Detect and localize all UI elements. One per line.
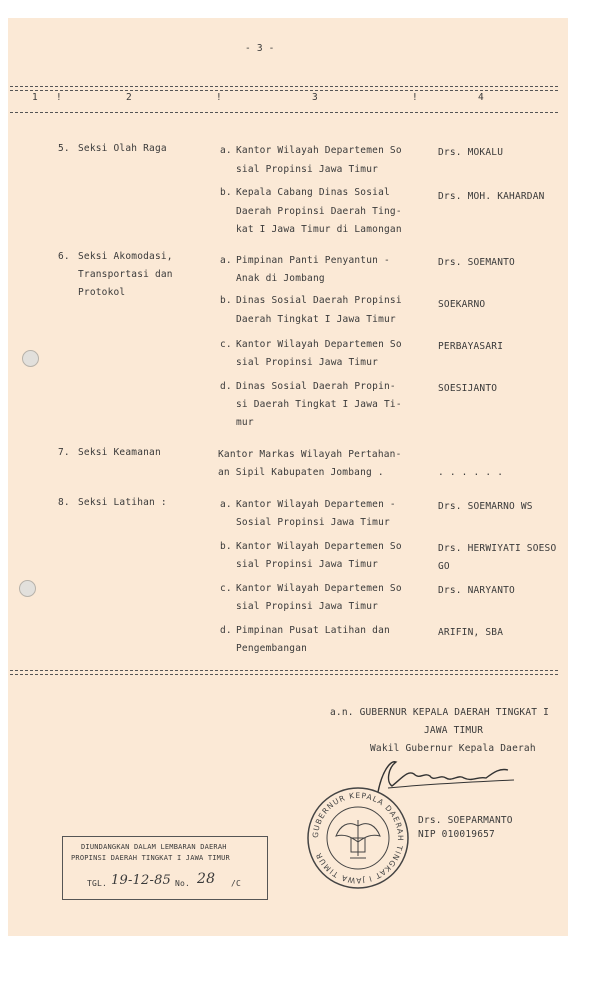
header-col-2: 2 <box>126 92 132 103</box>
item-marker: d. <box>220 381 232 392</box>
header-col-3: 3 <box>312 92 318 103</box>
item-text-line: Kantor Wilayah Departemen - <box>236 499 396 510</box>
item-marker: a. <box>220 145 232 156</box>
section-8-name: Seksi Latihan : <box>78 497 167 508</box>
item-person: SOESIJANTO <box>438 383 498 394</box>
item-text-line: Kantor Wilayah Departemen So <box>236 339 402 350</box>
item-text-line: Pimpinan Pusat Latihan dan <box>236 625 390 636</box>
item-text-line: sial Propinsi Jawa Timur <box>236 357 379 368</box>
table-top-rule-double <box>10 90 558 91</box>
item-person: Drs. SOEMANTO <box>438 257 515 268</box>
item-text-line: mur <box>236 417 254 428</box>
item-text-line: Anak di Jombang <box>236 273 325 284</box>
registration-stamp <box>62 836 268 900</box>
signatory-name: Drs. SOEPARMANTO <box>418 815 513 826</box>
item-person: Drs. HERWIYATI SOESO <box>438 543 557 554</box>
item-person: ARIFIN, SBA <box>438 627 504 638</box>
item-marker: c. <box>220 583 232 594</box>
table-bottom-rule <box>10 670 558 671</box>
item-text-line: Pengembangan <box>236 643 308 654</box>
stamp-date-label: TGL. <box>87 879 108 888</box>
page-number: - 3 - <box>245 43 275 54</box>
signature-line-1: a.n. GUBERNUR KEPALA DAERAH TINGKAT I <box>330 707 550 718</box>
seal-text: GUBERNUR KEPALA DAERAH TINGKAT I JAWA TIMUR <box>310 790 406 886</box>
header-sep-3: ! <box>412 92 418 103</box>
item-text-line: Kepala Cabang Dinas Sosial <box>236 187 390 198</box>
punch-hole-top <box>22 350 39 367</box>
item-marker: b. <box>220 541 232 552</box>
stamp-no-label: No. <box>175 879 191 888</box>
signature-line-3: Wakil Gubernur Kepala Daerah <box>370 743 536 754</box>
header-sep-1: ! <box>56 92 62 103</box>
stamp-date: 19-12-85 <box>111 873 172 888</box>
item-person: GO <box>438 561 450 572</box>
header-sep-2: ! <box>216 92 222 103</box>
item-person: Drs. NARYANTO <box>438 585 515 596</box>
item-marker: d. <box>220 625 232 636</box>
stamp-number: 28 <box>197 871 216 887</box>
item-text-line: Sosial Propinsi Jawa Timur <box>236 517 390 528</box>
item-text-line: Kantor Wilayah Departemen So <box>236 541 402 552</box>
item-text-line: sial Propinsi Jawa Timur <box>236 601 379 612</box>
section-8-number: 8. <box>58 497 70 508</box>
section-6-number: 6. <box>58 251 70 262</box>
official-seal <box>306 786 410 890</box>
item-person: SOEKARNO <box>438 299 486 310</box>
item-person: . . . . . . <box>438 467 504 478</box>
item-text-line: Dinas Sosial Daerah Propin- <box>236 381 396 392</box>
section-6-name: Seksi Akomodasi, <box>78 251 173 262</box>
stamp-line-2: PROPINSI DAERAH TINGKAT I JAWA TIMUR <box>71 854 230 862</box>
section-5-number: 5. <box>58 143 70 154</box>
section-6-name-line3: Protokol <box>78 287 126 298</box>
item-text-line: kat I Jawa Timur di Lamongan <box>236 224 402 235</box>
item-person: PERBAYASARI <box>438 341 504 352</box>
item-marker: b. <box>220 295 232 306</box>
section-6-name-line2: Transportasi dan <box>78 269 173 280</box>
punch-hole-bottom <box>19 580 36 597</box>
item-marker: a. <box>220 255 232 266</box>
item-person: Drs. MOKALU <box>438 147 504 158</box>
item-marker: b. <box>220 187 232 198</box>
item-person: Drs. SOEMARNO WS <box>438 501 533 512</box>
item-person: Drs. MOH. KAHARDAN <box>438 191 545 202</box>
section-7-number: 7. <box>58 447 70 458</box>
item-text-line: an Sipil Kabupaten Jombang . <box>218 467 384 478</box>
table-bottom-rule-double <box>10 674 558 675</box>
table-top-rule <box>10 86 558 87</box>
header-col-1: 1 <box>32 92 38 103</box>
signatory-nip: NIP 010019657 <box>418 829 495 840</box>
stamp-series-label: /C <box>231 879 242 888</box>
item-text-line: Daerah Propinsi Daerah Ting- <box>236 206 402 217</box>
section-7-name: Seksi Keamanan <box>78 447 161 458</box>
stamp-line-1: DIUNDANGKAN DALAM LEMBARAN DAERAH <box>81 843 227 851</box>
item-marker: c. <box>220 339 232 350</box>
item-text-line: si Daerah Tingkat I Jawa Ti- <box>236 399 402 410</box>
item-text-line: Daerah Tingkat I Jawa Timur <box>236 314 396 325</box>
item-text-line: Pimpinan Panti Penyantun - <box>236 255 390 266</box>
signature-line-2: JAWA TIMUR <box>424 725 484 736</box>
item-text-line: Kantor Wilayah Departemen So <box>236 145 402 156</box>
section-5-name: Seksi Olah Raga <box>78 143 167 154</box>
item-text-line: sial Propinsi Jawa Timur <box>236 559 379 570</box>
item-text-line: Dinas Sosial Daerah Propinsi <box>236 295 402 306</box>
item-text-line: Kantor Markas Wilayah Pertahan- <box>218 449 402 460</box>
item-marker: a. <box>220 499 232 510</box>
header-col-4: 4 <box>478 92 484 103</box>
item-text-line: sial Propinsi Jawa Timur <box>236 164 379 175</box>
table-header-rule <box>10 112 558 113</box>
item-text-line: Kantor Wilayah Departemen So <box>236 583 402 594</box>
